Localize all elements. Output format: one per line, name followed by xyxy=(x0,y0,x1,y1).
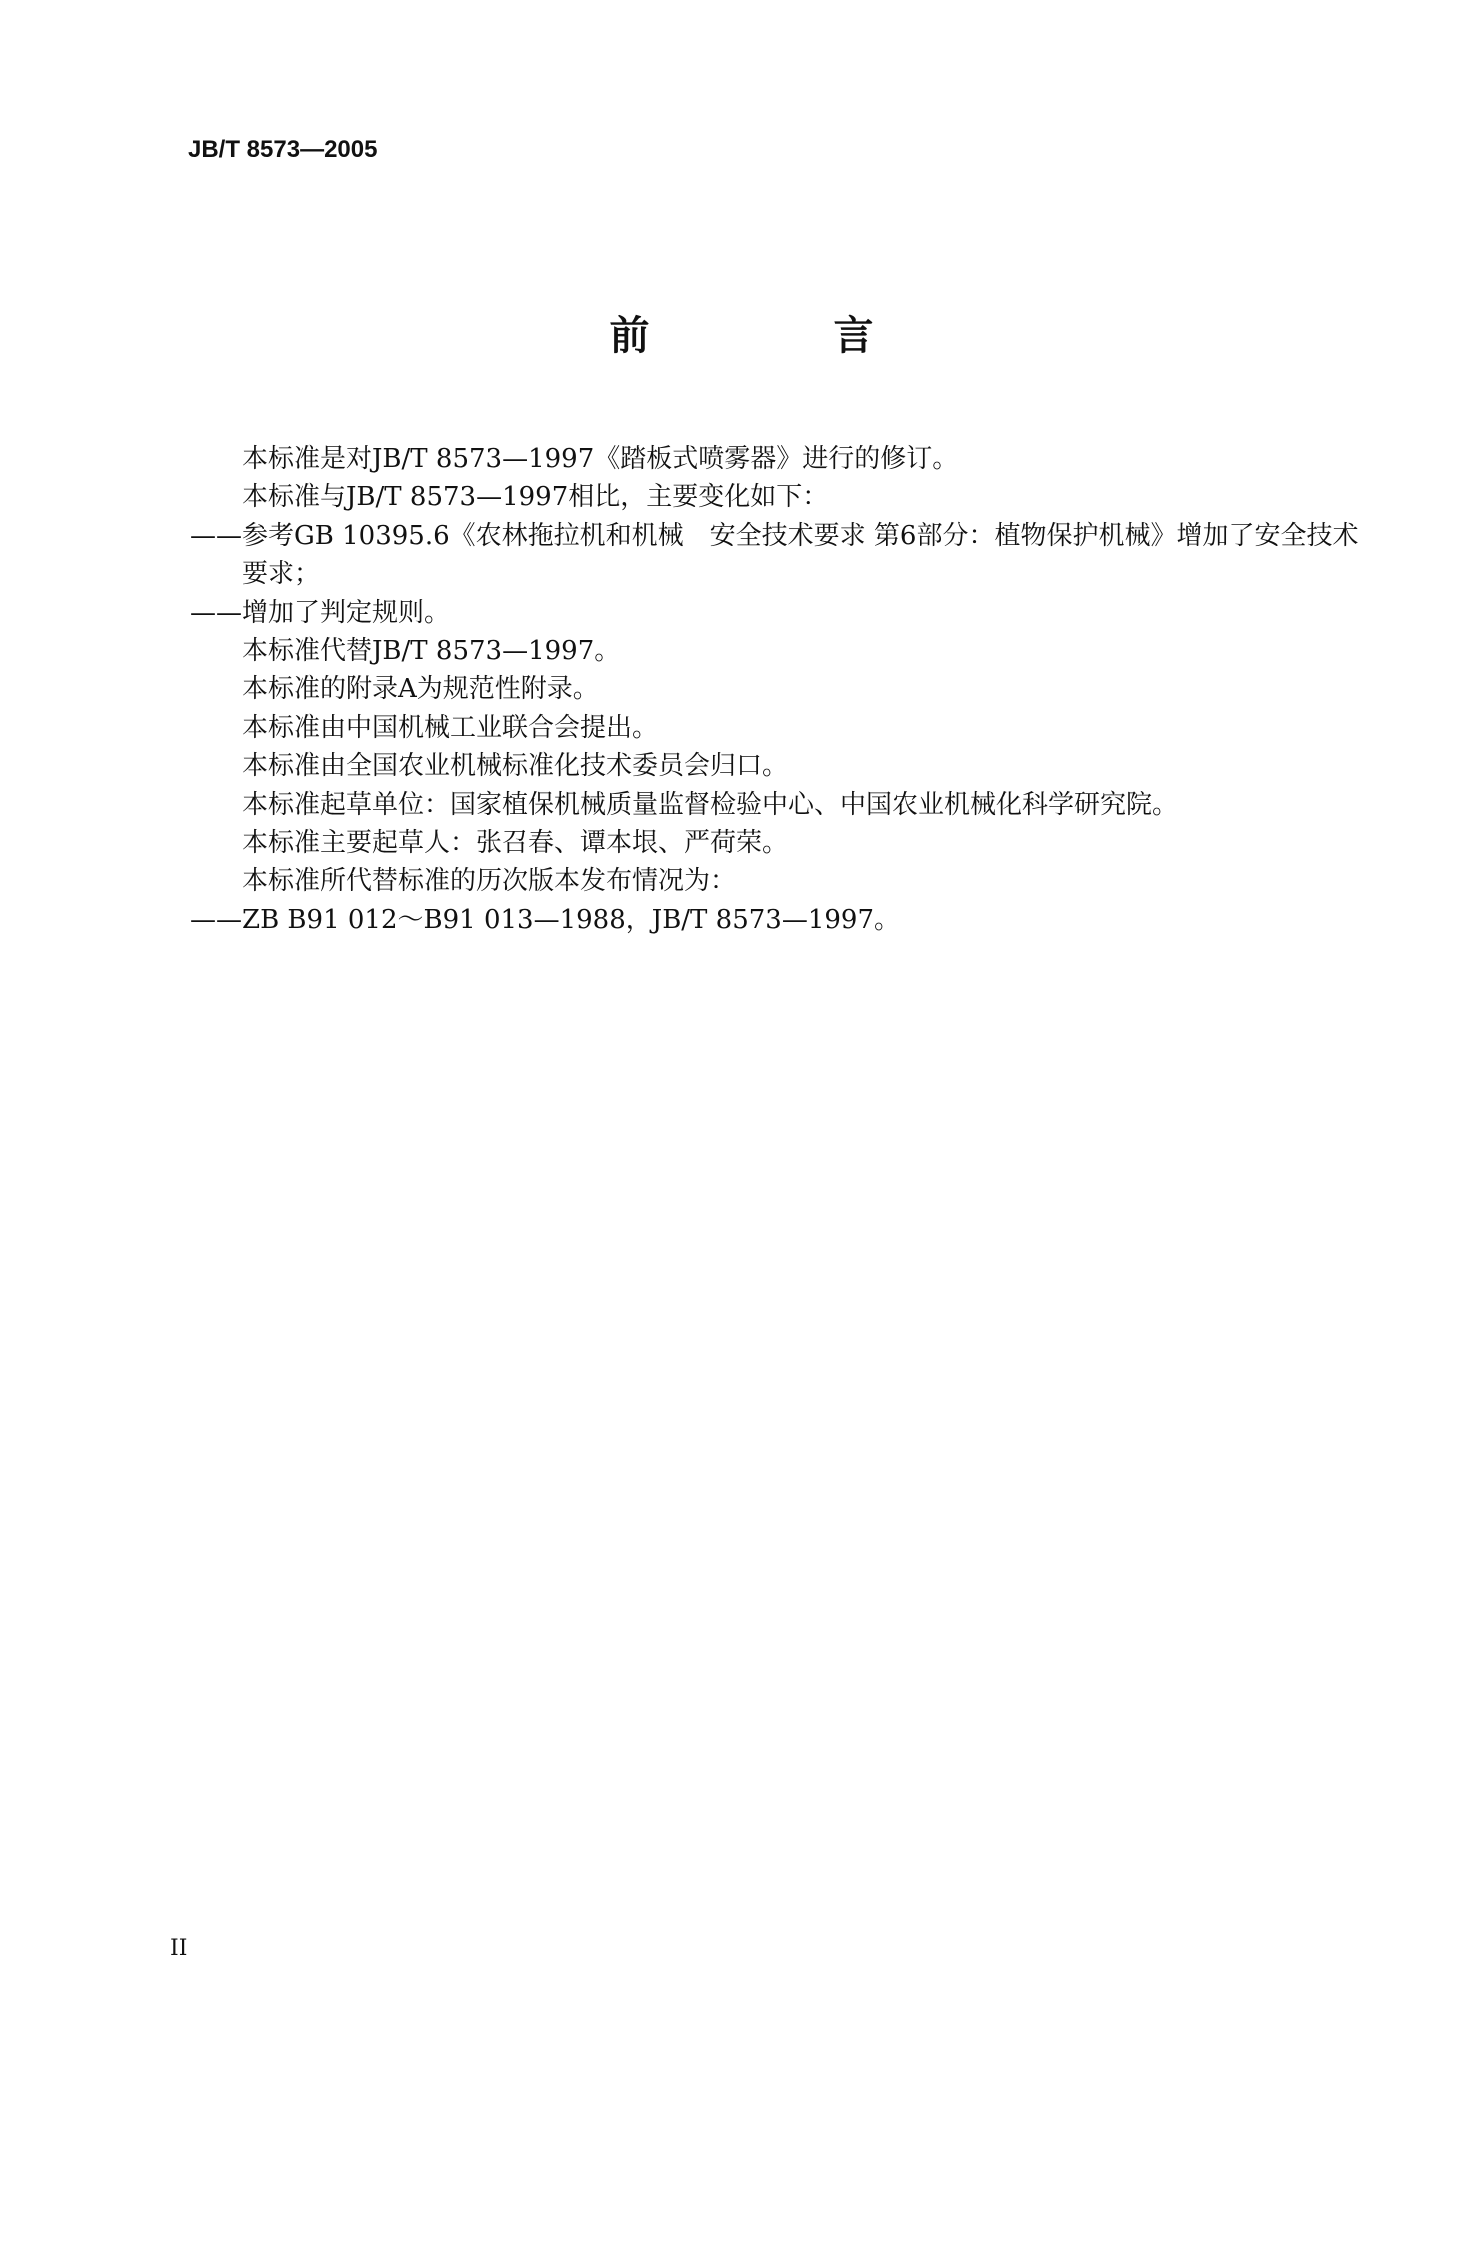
paragraph-annex: 本标准的附录A为规范性附录。 xyxy=(242,674,599,705)
dash-marker: —— xyxy=(190,904,242,935)
paragraph-changes-intro: 本标准与JB/T 8573—1997相比，主要变化如下： xyxy=(242,482,829,513)
paragraph-history-intro: 本标准所代替标准的历次版本发布情况为： xyxy=(242,866,737,897)
page-title: 前 言 xyxy=(609,313,946,359)
history-item-text: ZB B91 012～B91 013—1988，JB/T 8573—1997。 xyxy=(242,904,900,935)
history-item xyxy=(190,901,1372,939)
paragraph-drafters: 本标准主要起草人：张召春、谭本垠、严荷荣。 xyxy=(242,828,789,859)
paragraph-replaces: 本标准代替JB/T 8573—1997。 xyxy=(242,636,621,667)
standard-code-header: JB/T 8573—2005 xyxy=(188,136,378,163)
dash-marker: —— xyxy=(190,520,242,551)
change-item-safety xyxy=(190,517,1372,594)
page-number: II xyxy=(170,1936,188,1961)
dash-marker: —— xyxy=(190,597,242,628)
change-item-text: 参考GB 10395.6《农林拖拉机和机械 安全技术要求 第6部分：植物保护机械》增加了安全技术要求； xyxy=(242,520,1359,590)
paragraph-drafting-units: 本标准起草单位：国家植保机械质量监督检验中心、中国农业机械化科学研究院。 xyxy=(242,789,1179,820)
paragraph-revision: 本标准是对JB/T 8573—1997《踏板式喷雾器》进行的修订。 xyxy=(242,444,959,474)
change-item-rules xyxy=(190,594,1372,632)
foreword-body xyxy=(190,440,1372,939)
change-item-text: 增加了判定规则。 xyxy=(242,597,451,628)
paragraph-committee: 本标准由全国农业机械标准化技术委员会归口。 xyxy=(242,751,789,782)
paragraph-proposer: 本标准由中国机械工业联合会提出。 xyxy=(242,712,659,743)
